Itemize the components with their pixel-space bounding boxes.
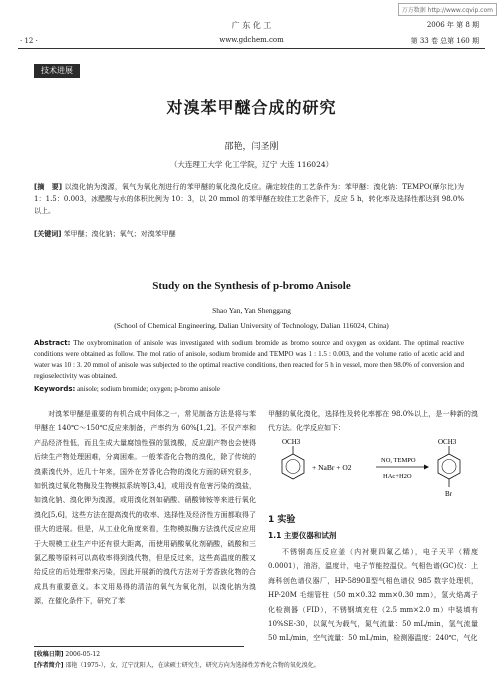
keywords-en: [34, 384, 464, 395]
abstract-cn: [34, 181, 464, 217]
abstract-cn-label: [摘 要]: [34, 183, 63, 191]
abstract-en: [34, 338, 464, 382]
solvent-text: HAc+H2O: [383, 473, 412, 480]
footnote-rule: [34, 646, 244, 647]
watermark-stamp: 万方数据 http://www.cqvip.com: [398, 3, 497, 16]
keywords-cn-text: 苯甲醚；溴化钠；氧气；对溴苯甲醚: [63, 230, 176, 238]
keywords-cn-label: [关键词]: [34, 230, 62, 238]
abstract-en-text: The oxybromination of anisole was investigated with sodium bromide as bromo source and oxygen as oxidant. The optimal reactive conditions were obtained as follow. The mol ratio of anisole, sodium bromide and TEMPO was 1 : 1.5 : 0.003, and the volume ratio of acetic acid and water was 10 : 3. 20 mmol of anisole was subjected to the optimal reactive conditions, then reacted for 5 h in vessel, more then 98.0% of conversion and regioselectivity was obtained.: [34, 339, 464, 380]
product-substituent-label: Br: [445, 490, 452, 498]
issue-info: 2006 年 第 8 期: [426, 21, 479, 29]
journal-url: www.gdchem.com: [219, 36, 284, 44]
abstract-en-label: Abstract:: [34, 339, 71, 347]
reactant-group-label: OCH3: [282, 438, 301, 446]
footnote-author: [34, 661, 474, 670]
reagents-text: + NaBr + O2: [312, 463, 352, 472]
page-number: · 12 ·: [20, 37, 38, 45]
title-en: Study on the Synthesis of p-bromo Anisole: [152, 280, 351, 292]
keywords-en-label: Keywords:: [34, 385, 76, 393]
affiliation-cn: （大连理工大学 化工学院，辽宁 大连 116024）: [169, 160, 334, 169]
abstract-cn-text: 以溴化钠为溴源，氧气为氧化剂进行的苯甲醚的氧化溴化反应。确定较佳的工艺条件为：苯甲醚：溴化钠：TEMPO(摩尔比)为 1：1.5：0.003，冰醋酸与水的体积比例为 10：3，以 20 mmol 的苯甲醚在较佳工艺条件下，反应 5 h，转化率及选择性都达到 98.0%以上。: [34, 183, 464, 215]
reaction-scheme: [268, 434, 478, 506]
product-ring: [438, 454, 460, 479]
keywords-cn: [34, 228, 464, 240]
section-heading-1: 1 实验: [268, 515, 296, 525]
received-label: [收稿日期]: [34, 651, 64, 658]
authors-cn: 邵艳，闫圣刚: [224, 142, 279, 152]
author-bio-text: 邵艳（1975-），女，辽宁沈阳人，在读硕士研究生，研究方向为选择性芳香化合物的氧化溴化。: [65, 662, 320, 669]
received-date: 2006-05-12: [65, 651, 101, 658]
catalyst-text: NO, TEMPO: [381, 457, 416, 464]
reactant-ring: [282, 454, 304, 479]
body-left-column: [34, 407, 256, 609]
body-right-main: 不锈钢高压反应釜（内衬聚四氟乙烯），电子天平（精度 0.0001），油浴，温度计，电子节能控温仪。气相色谱(GC)仪：上海科创色谱仪器厂，HP-5890Ⅱ型气相色谱仪 985 数字处理机，HP-20M 毛细管柱（50 m×0.32 mm×0.30 mm），氢火焰离子化检测器（FID），不锈钢填充柱（2.5 mm×2.0 m）中装填有10%SE-30，以氮气为载气，氮气流量：50 mL/min，氢气流量 50 mL/min，空气流量：50 mL/min，检测器温度：240℃，气化: [268, 548, 478, 643]
section-heading-1-1: 1.1 主要仪器和试剂: [268, 531, 337, 540]
authors-en: Shao Yan, Yan Shenggang: [212, 306, 291, 315]
author-bio-label: [作者简介]: [34, 662, 64, 669]
product-group-label: OCH3: [438, 438, 457, 446]
body-right-intro: 甲醚的氧化溴化，选择性及转化率都在 98.0%以上，是一种新的溴代方法。化学反应如下：: [268, 410, 478, 433]
footnote-received: [34, 650, 474, 659]
keywords-en-text: anisole; sodium bromide; oxygen; p-bromo anisole: [77, 385, 220, 393]
title-cn: 对溴苯甲醚合成的研究: [166, 98, 337, 117]
body-left-paragraph: 对溴苯甲醚是重要的有机合成中间体之一，常见制备方法是将与苯甲醚在 140℃～150℃反应来制备，产率约为 60%[1,2]。不仅产率和产品经济性低，而且生成大量腐蚀性强的氢溴酸，反应副产物也会使得后续生产物处理困难，分离困难。一般苯香化合物的溴化，除了传统的溴素溴代外，近几十年来，国外在芳香化合物的溴化方面的研究很多，如钒溴过氧化物酶及生物模拟系统等[3,4]，或用没有危害污染的溴盐，如溴化钠、溴化钾为溴源，或用溴化剂如硝酸、硝酸铈铵等来进行氧化溴化[5,6]，这些方法在提高溴代的收率、选择性及经济性方面都取得了很大的进展。但是，从工业化角度来看，生物模拟酶方法溴代反应应用于大规模工业生产中还有很大距离，而使用硝酸氧化剂硝酸，硫酸和三氯乙酸等原料可以高收率得到溴代物，但是反过来，这些高温度的酸又给反应的后处理带来污染，因此开展新的溴代方法对于芳香族化物的合成具有重要意义。本文用易得的清洁的氧气为氧化剂，以溴化钠为溴源，在催化条件下，研究了苯: [34, 410, 256, 606]
section-tag: 技术进展: [34, 64, 80, 78]
journal-name: 广 东 化 工: [231, 21, 272, 30]
volume-info: 第 33 卷 总第 160 期: [410, 37, 479, 45]
header-rule: [18, 48, 485, 49]
affiliation-en: (School of Chemical Engineering, Dalian University of Technology, Dalian 116024, China): [114, 321, 389, 330]
